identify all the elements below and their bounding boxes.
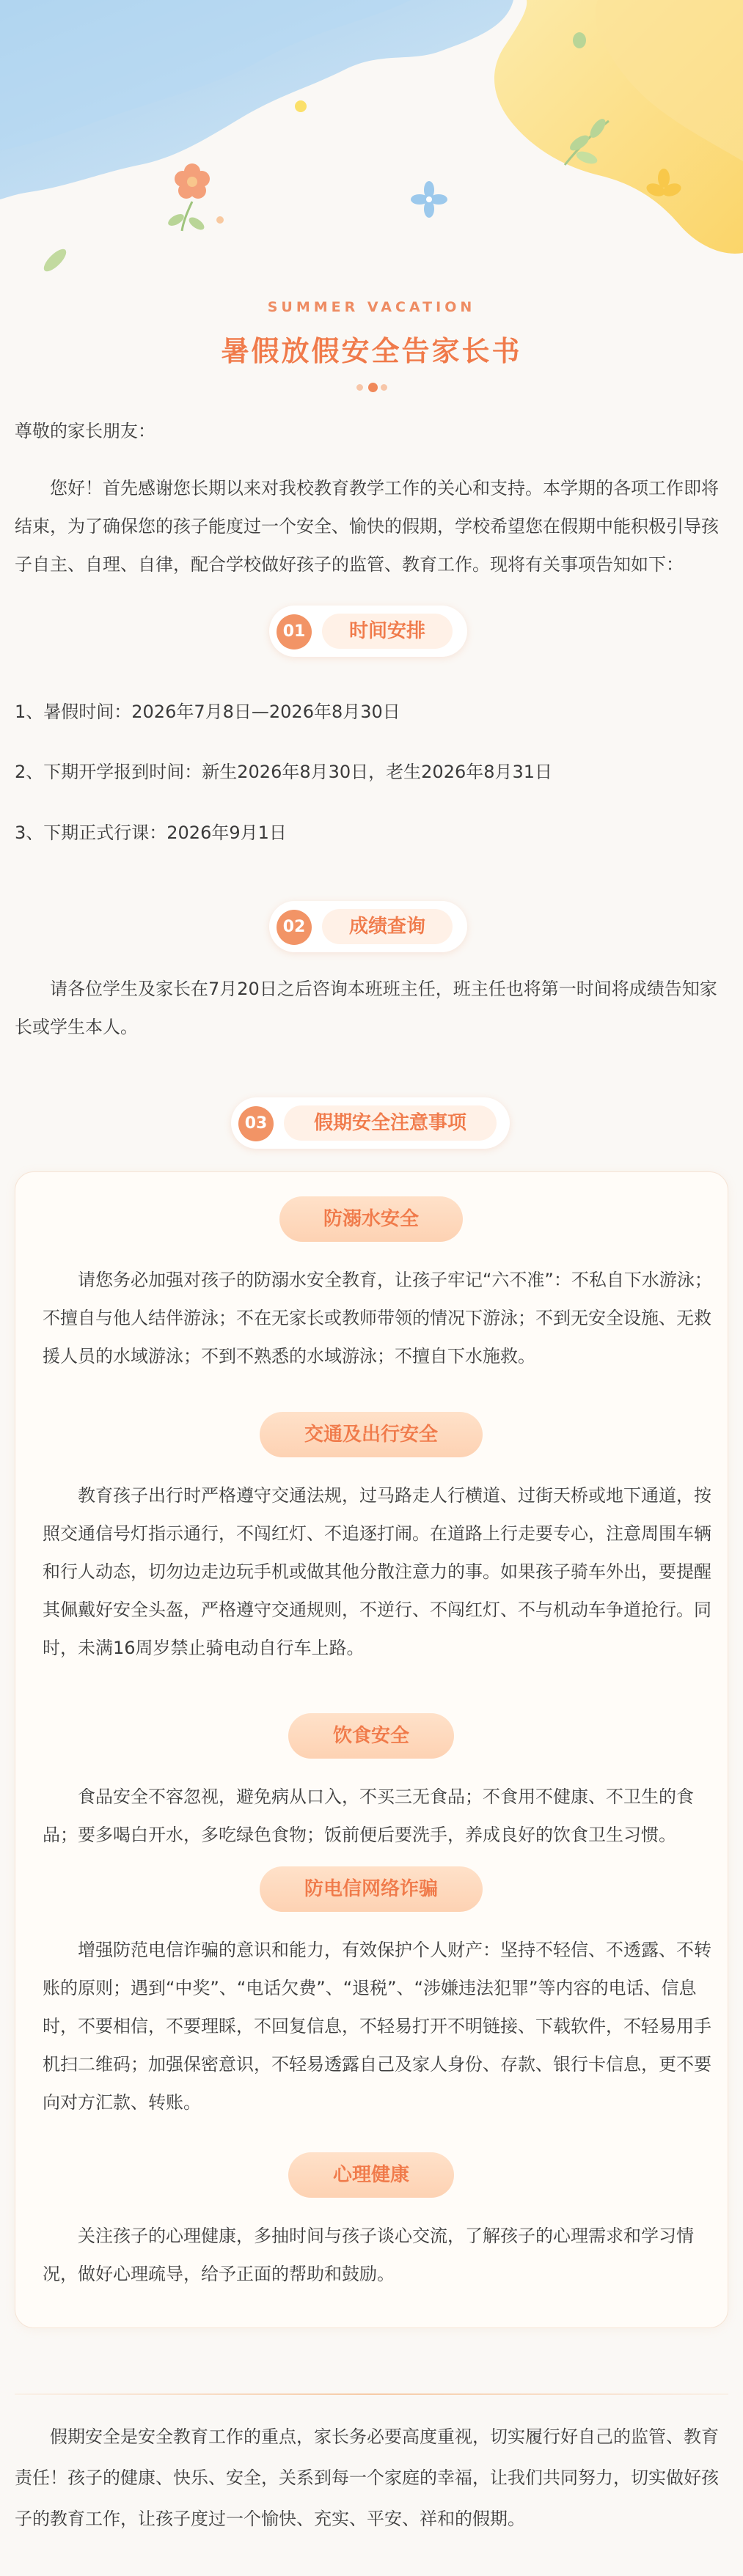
safety-topic-food: 饮食安全 xyxy=(288,1713,454,1759)
safety-topic-text: 食品安全不容忽视，避免病从口入，不买三无食品；不食用不健康、不卫生的食品；要多喝白开水，多吃绿色食物；饭前便后要洗手，养成良好的饮食卫生习惯。 xyxy=(43,1786,694,1845)
subtitle-english: SUMMER VACATION xyxy=(267,299,476,315)
safety-topic-text: 教育孩子出行时严格遵守交通法规，过马路走人行横道、过街天桥或地下通道，按照交通信号灯指示通行，不闯红灯、不追逐打闹。在道路上行走要专心，注意周围车辆和行人动态，切勿边走边玩手机或做其他分散注意力的事。如果孩子骑车外出，要提醒其佩戴好安全头盔，严格遵守交通规则，不逆行、不闯红灯、不与机动车争道抢行。同时，未满16周岁禁止骑电动自行车上路。 xyxy=(43,1485,711,1658)
safety-topic-fraud: 防电信网络诈骗 xyxy=(260,1866,483,1912)
page-title: 暑假放假安全告家长书 xyxy=(221,335,522,367)
safety-topic-traffic: 交通及出行安全 xyxy=(260,1412,483,1457)
schedule-item: 2、下期开学报到时间：新生2026年8月30日，老生2026年8月31日 xyxy=(15,762,553,782)
blue-flower-icon xyxy=(411,181,447,218)
intro-paragraph: 您好！首先感谢您长期以来对我校教育教学工作的关心和支持。本学期的各项工作即将结束，为了确保您的孩子能度过一个安全、愉快的假期，学校希望您在假期中能积极引导孩子自主、自理、自律，配合学校做好孩子的监管、教育工作。现将有关事项告知如下： xyxy=(15,478,719,575)
schedule-item: 3、下期正式行课：2026年9月1日 xyxy=(15,823,287,843)
section-number: 01 xyxy=(277,614,312,649)
section-number: 02 xyxy=(277,910,312,945)
safety-topic-text: 请您务必加强对孩子的防溺水安全教育，让孩子牢记“六不准”：不私自下水游泳；不擅自与他人结伴游泳；不在无家长或教师带领的情况下游泳；不到无安全设施、无救援人员的水域游泳；不到不熟悉的水域游泳；不擅自下水施救。 xyxy=(43,1270,712,1366)
safety-topic-text: 关注孩子的心理健康，多抽时间与孩子谈心交流，了解孩子的心理需求和学习情况，做好心理疏导，给予正面的帮助和鼓励。 xyxy=(43,2226,694,2284)
divider xyxy=(15,2393,728,2395)
schedule-item: 1、暑假时间：2026年7月8日—2026年8月30日 xyxy=(15,702,400,722)
safety-topic-mental: 心理健康 xyxy=(288,2152,454,2198)
section-title: 时间安排 xyxy=(322,614,453,649)
safety-topic-drowning: 防溺水安全 xyxy=(279,1196,463,1242)
section-header-grades xyxy=(269,901,467,952)
closing-paragraph: 假期安全是安全教育工作的重点，家长务必要高度重视，切实履行好自己的监管、教育责任！孩子的健康、快乐、安全，关系到每一个家庭的幸福，让我们共同努力，切实做好孩子的教育工作，让孩子度过一个愉快、充实、平安、祥和的假期。 xyxy=(15,2426,719,2529)
section-number: 03 xyxy=(238,1106,274,1141)
flower-icon xyxy=(175,163,210,199)
section-header-safety xyxy=(231,1097,510,1149)
title-decoration-dots xyxy=(356,382,387,394)
section-header-schedule xyxy=(269,606,467,657)
section-title: 假期安全注意事项 xyxy=(284,1105,497,1141)
section-title: 成绩查询 xyxy=(322,909,453,944)
grades-paragraph: 请各位学生及家长在7月20日之后咨询本班班主任，班主任也将第一时间将成绩告知家长或学生本人。 xyxy=(15,979,717,1037)
greeting: 尊敬的家长朋友： xyxy=(15,421,155,441)
safety-topic-text: 增强防范电信诈骗的意识和能力，有效保护个人财产：坚持不轻信、不透露、不转账的原则；遇到“中奖”、“电话欠费”、“退税”、“涉嫌违法犯罪”等内容的电话、信息时，不要相信，不要理睬，不回复信息，不轻易打开不明链接、下载软件，不轻易用手机扫二维码；加强保密意识，不轻易透露自己及家人身份、存款、银行卡信息，更不要向对方汇款、转账。 xyxy=(43,1940,711,2113)
header-watercolor-art xyxy=(0,0,743,293)
